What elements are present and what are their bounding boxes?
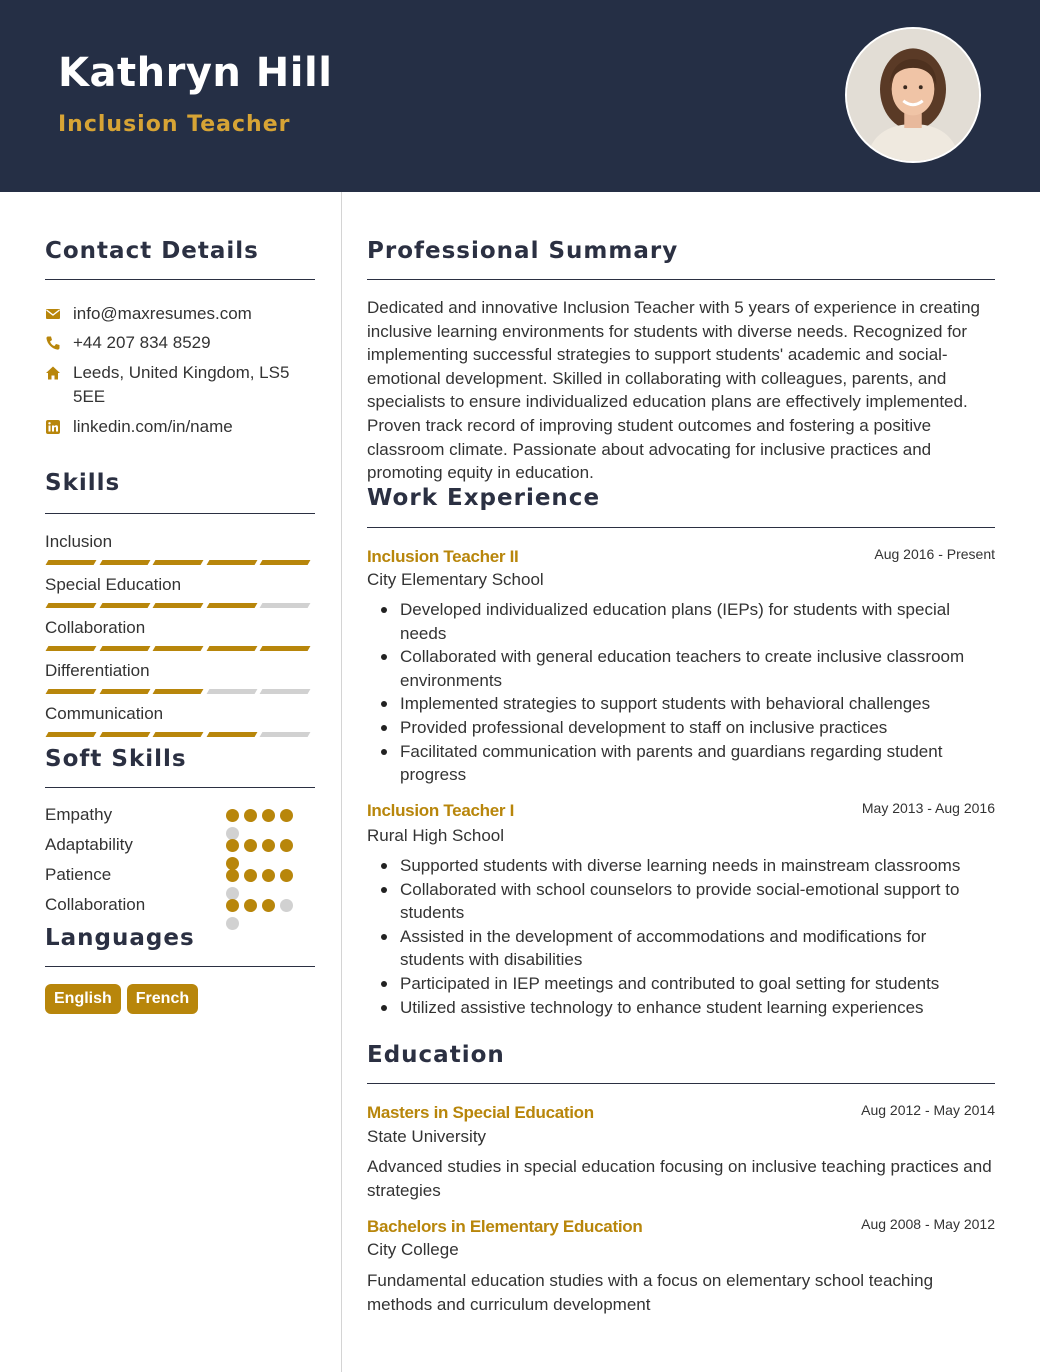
experience-heading: Work Experience (367, 485, 601, 511)
job-bullets (367, 854, 995, 1019)
rating-dot-filled (226, 869, 239, 882)
summary-text: Dedicated and innovative Inclusion Teacher with 5 years of experience in creating inclusive learning environments for students with diverse needs. Recognized for implementing successful strategies to support students' academic and social-emotional development. Skilled in collaborating with colleagues, parents, and specialists to ensure individualized education plans are effectively implemented. Proven track record of improving student outcomes and fostering a positive classroom climate. Passionate about advocating for inclusive practices and promoting equity in education. (367, 298, 980, 483)
rating-dot-filled (244, 899, 257, 912)
skill-segment-empty (260, 603, 310, 608)
job-bullets (367, 598, 995, 787)
job-bullet: Implemented strategies to support students with behavioral challenges (367, 692, 995, 716)
summary-rule (367, 279, 995, 280)
skill-segment-filled (153, 603, 203, 608)
experience-rule (367, 527, 995, 528)
skill-segment-filled (206, 646, 256, 651)
rating-dot-filled (262, 839, 275, 852)
contact-linkedin (45, 415, 313, 439)
phone-icon (45, 331, 73, 355)
skill-segment-filled (153, 646, 203, 651)
soft-skill-name: Empathy (45, 805, 113, 824)
school-name: State University (367, 1127, 487, 1146)
job-title: Inclusion Teacher II (367, 547, 519, 566)
rating-dot-empty (226, 917, 239, 930)
skill-name: Inclusion (45, 532, 113, 551)
skill-segment-empty (206, 689, 256, 694)
rating-dot-filled (280, 839, 293, 852)
soft-skill-rating (226, 839, 302, 870)
job-organization: Rural High School (367, 826, 505, 845)
soft-skill-name: Collaboration (45, 895, 146, 914)
skill-segment-filled (153, 560, 203, 565)
rating-dot-filled (244, 809, 257, 822)
rating-dot-filled (244, 869, 257, 882)
job-bullet: Assisted in the development of accommodations and modifications for students with disabilities (367, 925, 995, 972)
candidate-name: Kathryn Hill (58, 50, 333, 96)
contact-rule (45, 279, 315, 280)
skill-segment-filled (99, 560, 149, 565)
skill-segment-filled (46, 560, 96, 565)
degree-description: Fundamental education studies with a focus on elementary school teaching methods and curriculum development (367, 1271, 934, 1314)
rating-dot-filled (226, 899, 239, 912)
education-heading: Education (367, 1042, 505, 1068)
skill-segment-filled (153, 689, 203, 694)
rating-dot-filled (262, 869, 275, 882)
skills-heading: Skills (45, 470, 121, 496)
skill-level-bar (47, 689, 309, 694)
skill-name: Special Education (45, 575, 182, 594)
home-icon (45, 361, 73, 385)
language-tag: English (45, 984, 121, 1014)
skill-name: Communication (45, 704, 164, 723)
degree-date: Aug 2008 - May 2012 (861, 1216, 995, 1232)
summary-heading: Professional Summary (367, 238, 679, 264)
job-bullet: Participated in IEP meetings and contributed to goal setting for students (367, 972, 995, 996)
contact-linkedin-text[interactable]: linkedin.com/in/name (73, 417, 233, 436)
job-date: May 2013 - Aug 2016 (861, 800, 995, 816)
skill-level-bar (47, 560, 309, 565)
job-date: Aug 2016 - Present (874, 546, 995, 562)
column-divider (341, 192, 342, 1372)
profile-photo (845, 27, 981, 163)
job-bullet: Collaborated with general education teachers to create inclusive classroom environments (367, 645, 995, 692)
languages-rule (45, 966, 315, 967)
contact-address (45, 361, 313, 409)
job-bullet: Collaborated with school counselors to provide social-emotional support to students (367, 878, 995, 925)
profile-photo-image (847, 29, 979, 161)
contact-phone-text[interactable]: +44 207 834 8529 (73, 333, 211, 352)
soft-skills-rule (45, 787, 315, 788)
rating-dot-filled (226, 839, 239, 852)
contact-email-text[interactable]: info@maxresumes.com (73, 304, 252, 323)
soft-skill-rating (226, 869, 302, 900)
soft-skill-name: Adaptability (45, 835, 133, 854)
skill-segment-filled (206, 603, 256, 608)
degree-date: Aug 2012 - May 2014 (861, 1102, 995, 1118)
job-organization: City Elementary School (367, 570, 544, 589)
soft-skills-heading: Soft Skills (45, 746, 187, 772)
rating-dot-filled (280, 809, 293, 822)
skill-segment-filled (153, 732, 203, 737)
rating-dot-filled (280, 869, 293, 882)
rating-dot-empty (280, 899, 293, 912)
rating-dot-filled (262, 809, 275, 822)
skills-rule (45, 513, 315, 514)
languages-heading: Languages (45, 925, 195, 951)
skill-segment-filled (46, 646, 96, 651)
soft-skill-name: Patience (45, 865, 112, 884)
skill-level-bar (47, 603, 309, 608)
skill-name: Differentiation (45, 661, 150, 680)
education-rule (367, 1083, 995, 1084)
degree-title: Bachelors in Elementary Education (367, 1217, 643, 1236)
contact-email (45, 302, 313, 326)
skill-level-bar (47, 732, 309, 737)
job-bullet: Facilitated communication with parents and guardians regarding student progress (367, 740, 995, 787)
skill-segment-filled (206, 732, 256, 737)
email-icon (45, 302, 73, 326)
school-name: City College (367, 1240, 459, 1259)
job-title: Inclusion Teacher I (367, 801, 515, 820)
skill-segment-filled (46, 732, 96, 737)
language-tag: French (127, 984, 198, 1014)
skill-segment-filled (46, 603, 96, 608)
skill-segment-filled (46, 689, 96, 694)
degree-title: Masters in Special Education (367, 1103, 594, 1122)
candidate-title: Inclusion Teacher (58, 112, 291, 137)
skill-segment-filled (260, 646, 310, 651)
skill-name: Collaboration (45, 618, 146, 637)
skill-segment-filled (99, 603, 149, 608)
skill-level-bar (47, 646, 309, 651)
skill-segment-filled (99, 646, 149, 651)
skill-segment-filled (260, 560, 310, 565)
skill-segment-filled (99, 732, 149, 737)
job-bullet: Developed individualized education plans (IEPs) for students with special needs (367, 598, 995, 645)
job-bullet: Provided professional development to staff on inclusive practices (367, 716, 995, 740)
degree-description: Advanced studies in special education focusing on inclusive teaching practices and strategies (367, 1157, 992, 1200)
skill-segment-filled (99, 689, 149, 694)
job-bullet: Utilized assistive technology to enhance student learning experiences (367, 996, 995, 1020)
skill-segment-empty (260, 689, 310, 694)
job-bullet: Supported students with diverse learning needs in mainstream classrooms (367, 854, 995, 878)
rating-dot-filled (244, 839, 257, 852)
soft-skill-rating (226, 899, 302, 930)
contact-heading: Contact Details (45, 238, 259, 264)
skill-segment-empty (260, 732, 310, 737)
contact-phone (45, 331, 313, 355)
resume-header (0, 0, 1040, 192)
contact-address-text: Leeds, United Kingdom, LS5 5EE (73, 363, 290, 406)
linkedin-icon (45, 415, 73, 439)
rating-dot-filled (226, 809, 239, 822)
soft-skill-rating (226, 809, 302, 840)
skill-segment-filled (206, 560, 256, 565)
languages-list (45, 984, 198, 1014)
rating-dot-filled (262, 899, 275, 912)
